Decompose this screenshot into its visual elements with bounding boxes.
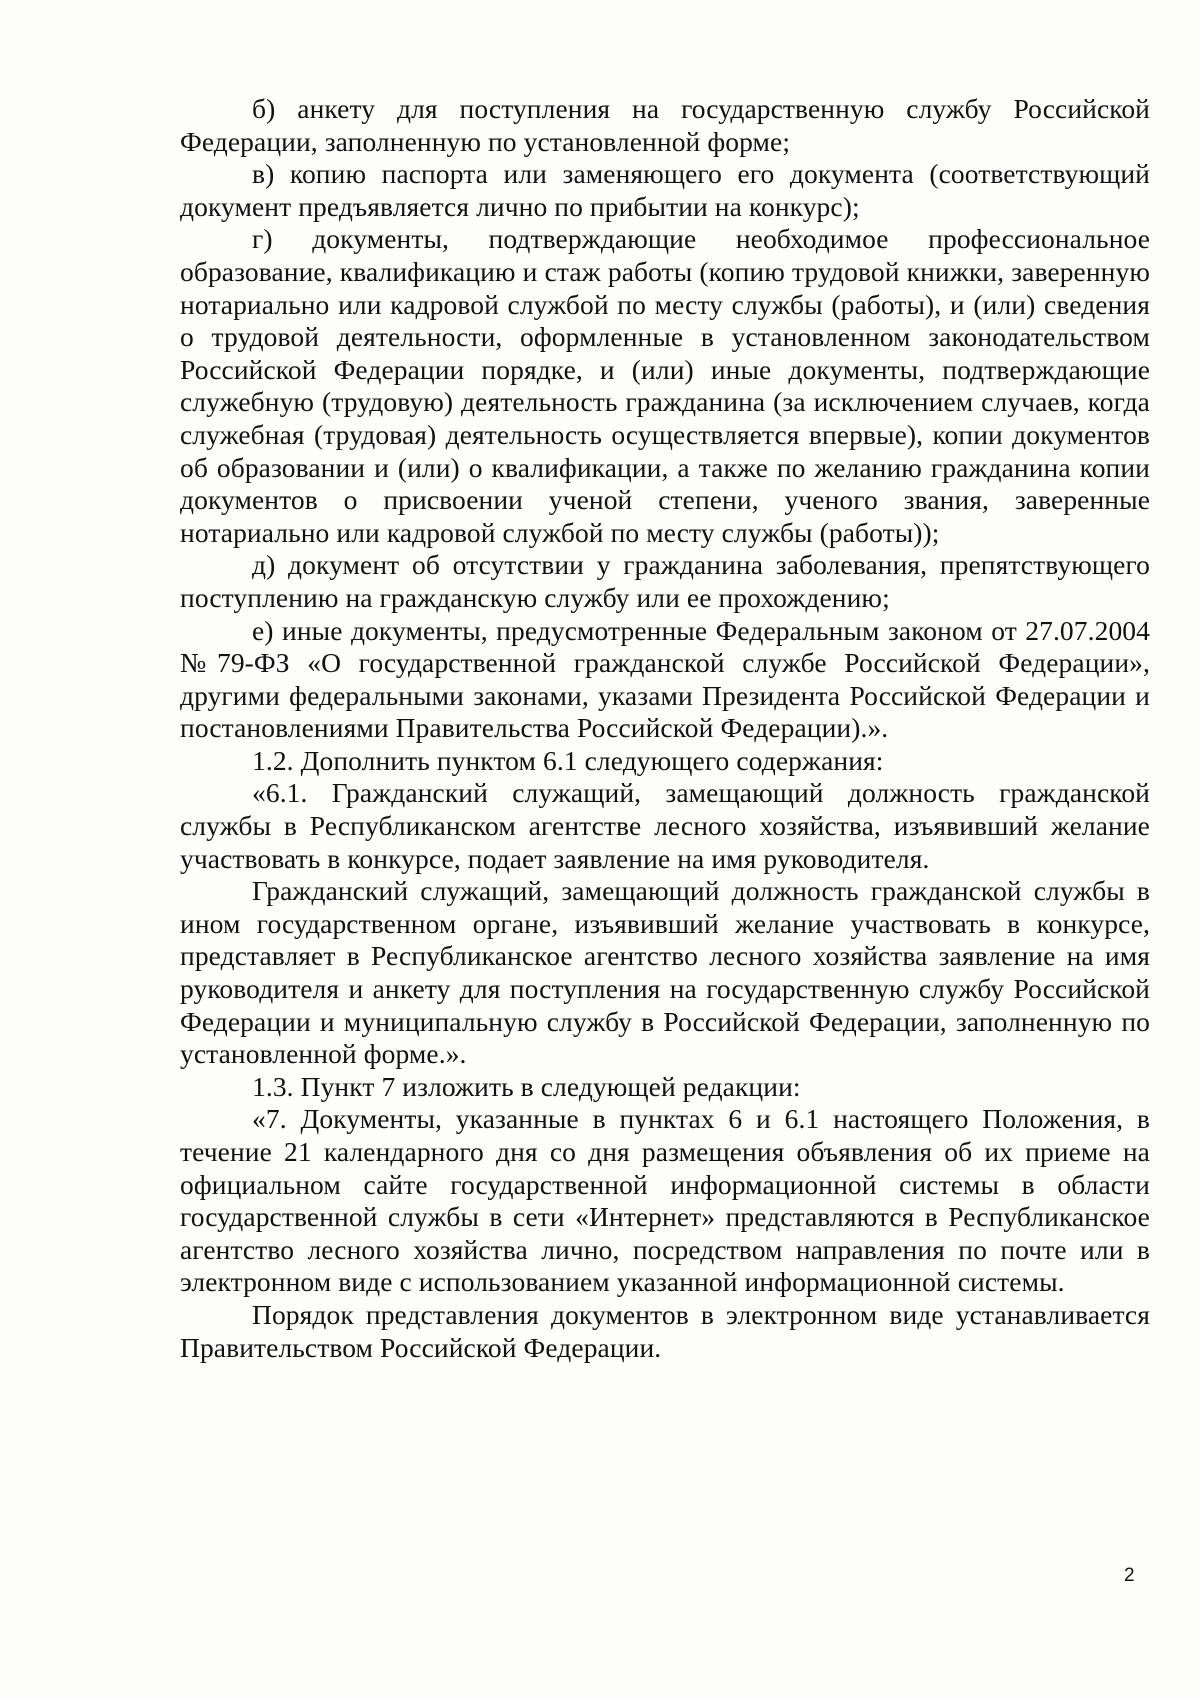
paragraph-1-2-amendment: 1.2. Дополнить пунктом 6.1 следующего содержания:: [252, 744, 884, 776]
paragraph-e-other-documents: е) иные документы, предусмотренные Федеральным законом от 27.07.2004 №79-ФЗ «О государственной гражданской службе Российской Федерации», другими федеральными законами, указами Президента Российской Федерации и постановлениями Правительства Российской Федерации).».: [180, 614, 1150, 744]
paragraph-6-1-other-agency: Гражданский служащий, замещающий должность гражданской службы в ином государственном органе, изъявивший желание участвовать в конкурсе, представляет в Республиканское агентство лесного хозяйства заявление на имя руководителя и анкету для поступления на государственную службу Российской Федерации и муниципальную службу в Российской Федерации, заполненную по установленной форме.».: [180, 875, 1150, 1070]
document-body: [180, 93, 1150, 1364]
paragraph-1-3-amendment: 1.3. Пункт 7 изложить в следующей редакции:: [252, 1070, 801, 1102]
paragraph-electronic-procedure: Порядок представления документов в электронном виде устанавливается Правительством Российской Федерации.: [180, 1298, 1150, 1363]
paragraph-g-documents: г) документы, подтверждающие необходимое профессиональное образование, квалификацию и стаж работы (копию трудовой книжки, заверенную нотариально или кадровой службой по месту службы (работы), и (или) сведения о трудовой деятельности, оформленные в установленном законодательством Российской Федерации порядке, и (или) иные документы, подтверждающие служебную (трудовую) деятельность гражданина (за исключением случаев, когда служебная (трудовая) деятельность осуществляется впервые), копии документов об образовании и (или) о квалификации, а также по желанию гражданина копии документов о присвоении ученой степени, ученого звания, заверенные нотариально или кадровой службой по месту службы (работы));: [180, 223, 1150, 548]
paragraph-7-documents-submission: «7. Документы, указанные в пунктах 6 и 6.1 настоящего Положения, в течение 21 календарного дня со дня размещения объявления об их приеме на официальном сайте государственной информационной системы в области государственной службы в сети «Интернет» представляются в Республиканское агентство лесного хозяйства лично, посредством направления по почте или в электронном виде с использованием указанной информационной системы.: [180, 1103, 1150, 1298]
paragraph-d-health-document: д) документ об отсутствии у гражданина заболевания, препятствующего поступлению на гражданскую службу или ее прохождению;: [180, 549, 1150, 613]
paragraph-b-questionnaire: б) анкету для поступления на государственную службу Российской Федерации, заполненную по установленной форме;: [180, 93, 1150, 157]
paragraph-6-1-civil-servant: «6.1. Гражданский служащий, замещающий должность гражданской службы в Республиканском агентстве лесного хозяйства, изъявивший желание участвовать в конкурсе, подает заявление на имя руководителя.: [180, 777, 1150, 874]
page-number: 2: [1124, 1565, 1135, 1586]
paragraph-v-passport: в) копию паспорта или заменяющего его документа (соответствующий документ предъявляется лично по прибытии на конкурс);: [180, 158, 1150, 222]
